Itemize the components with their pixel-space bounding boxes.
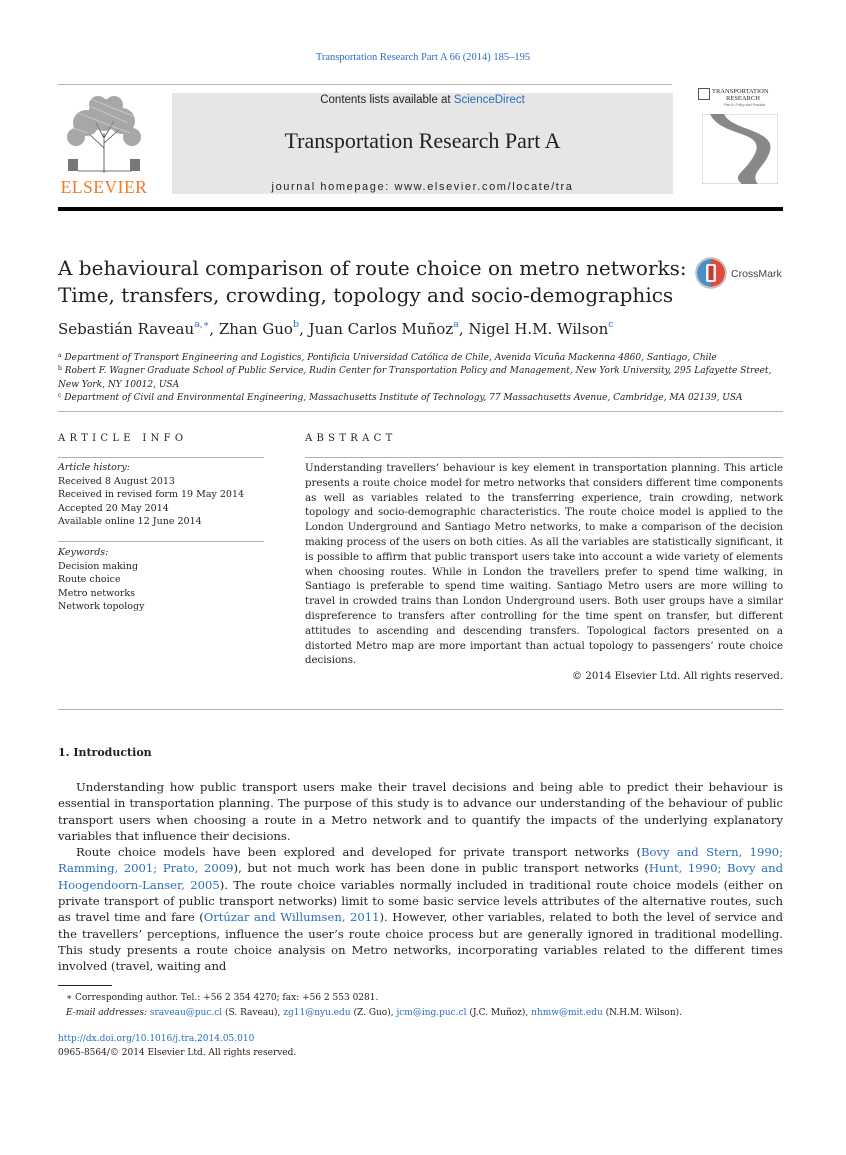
email-link[interactable]: zg11@nyu.edu [283,1008,351,1018]
reference-link[interactable]: Hunt, 1990; Bovy and Hoogendoorn-Lanser, 2005 [58,861,783,892]
keyword: Metro networks [58,587,136,599]
footnotes [66,991,783,1021]
history-item: Received in revised form 19 May 2014 [58,489,245,500]
email-link[interactable]: sraveau@puc.cl [149,1008,223,1018]
info-rule-1 [58,457,264,458]
journal-citation[interactable]: Transportation Research Part A 66 (2014) 185–195 [315,52,531,63]
author-4[interactable]: Nigel H.M. Wilson$^c$ [468,319,614,338]
affiliation-c: $^c$ Department of Civil and Environmental Engineering, Massachusetts Institute of Technology, 77 Massachusetts Avenue, Cambridge, MA 02139, USA [58,392,743,403]
keyword: Network topology [58,601,145,612]
abstract-text: Understanding travellers’ behaviour is key element in transportation planning. This article presents a route choice model for metro networks that considers different time components as well as variables related to the transferring experience, train crowding, network topology and socio-demographic characteristics. The route choice model is applied to the London Underground and Santiago Metro networks, to make a comparison of the decision making process of the users on both cities. As all the variables are statistically significant, it is possible to affirm that public transport users take into account a wide variety of elements when choosing routes. While in London the travellers prefer to spend time walking, in Santiago is preferable to spend time waiting. Santiago Metro users are more willing to travel in crowded trains than London Underground users. Both user groups have a similar dispreference to transfers after controlling for the time spent on transfer, but different attitudes to ascending and descending transfers. Topological factors presented on a distorted Metro map are more important than actual topology to passengers’ route choice decisions. [305,463,783,667]
homepage-prefix: journal homepage: [271,181,395,193]
affiliation-rule [58,411,783,412]
journal-homepage [172,181,673,193]
article-title [58,255,698,309]
publication-info [58,1032,783,1060]
homepage-url[interactable]: www.elsevier.com/locate/tra [394,181,574,193]
crossmark-button[interactable] [695,257,785,291]
article-info-heading: ARTICLE INFO [58,433,188,444]
title-line-2: Time, transfers, crowding, topology and socio-demographics [58,283,674,307]
cover-title-1: TRANSPORTATION [712,88,769,95]
email-link[interactable]: nhmw@mit.edu [531,1008,603,1018]
section-heading-introduction: 1. Introduction [58,746,152,759]
author-3[interactable]: Juan Carlos Muñoz$^a$ [308,319,459,338]
intro-paragraph-2: Route choice models have been explored and developed for private transport networks (Bovy and Stern, 1990; Ramming, 2001; Prato, 2009), but not much work has been done in public transport networks (Hunt, 1990; Bovy and Hoogendoorn-Lanser, 2005). The route choice variables normally included in traditional route choice models (either on private transport of public transport networks) limit to some basic service levels attributes of the alternative routes, such as travel time and fare (Ortúzar and Willumsen, 2011). However, other variables, related to both the level of service and the travellers’ perceptions, influence the user’s route choice process but are generally ignored in traditional modelling. This study presents a route choice analysis on Metro networks, incorporating variables related to the different times involved (travel, waiting and [58,845,783,974]
author-list: Sebastián Raveau$^{a,∗}$, Zhan Guo$^b$, Juan Carlos Muñoz$^a$, Nigel H.M. Wilson$^c$ [58,319,614,338]
history-item: Accepted 20 May 2014 [58,502,169,514]
issn-line: 0965-8564/© 2014 Elsevier Ltd. All rights reserved. [58,1048,297,1058]
contents-prefix: Contents lists available at [320,94,454,106]
intro-paragraph-1: Understanding how public transport users make their travel decisions and being able to predict their behaviour is essential in transportation planning. The purpose of this study is to advance our understanding of the behaviour of public transport users when choosing a route in a Metro network and to quantify the impacts of the underlying explanatory variables that influence their decisions. [58,780,783,843]
history-item: Received 8 August 2013 [58,475,175,487]
contents-line [172,94,673,106]
keyword: Decision making [58,560,139,572]
abstract-rule [305,457,783,458]
cover-logo-icon [698,88,710,100]
reference-link[interactable]: Bovy and Stern, 1990; Ramming, 2001; Prato, 2009 [58,845,783,876]
history-item: Available online 12 June 2014 [58,516,202,527]
title-line-1: A behavioural comparison of route choice on metro networks: [58,256,687,280]
reference-link[interactable]: Ortúzar and Willumsen, 2011 [203,910,380,925]
elsevier-tree-logo [58,93,150,175]
keyword: Route choice [58,574,121,585]
abstract-bottom-rule [58,709,783,710]
crossmark-icon [695,257,727,289]
cover-title-2: RESEARCH [726,95,760,102]
doi-link[interactable]: http://dx.doi.org/10.1016/j.tra.2014.05.010 [58,1034,255,1044]
cover-subtitle: Part A: Policy and Practice [724,103,766,107]
email-link[interactable]: jcm@ing.puc.cl [396,1008,467,1018]
crossmark-label: CrossMark [731,268,782,280]
info-rule-2 [58,541,264,542]
intro-body [58,779,783,975]
elsevier-wordmark: ELSEVIER [60,177,148,197]
affiliation-a: $^a$ Department of Transport Engineering and Logistics, Pontificia Universidad Católica de Chile, Avenida Vicuña Mackenna 4860, Santiago, Chile [58,352,717,363]
affiliation-b: $^b$ Robert F. Wagner Graduate School of Public Service, Rudin Center for Transportation Policy and Management, New York University, 295 Lafayette Street, New York, NY 10012, USA [58,365,772,390]
footnote-rule [58,985,112,986]
sciencedirect-link[interactable]: ScienceDirect [453,94,525,106]
author-2[interactable]: Zhan Guo$^b$ [218,319,300,338]
header-rule [58,84,672,85]
keywords: Keywords: Decision making Route choice Metro networks Network topology [58,546,268,614]
journal-cover [698,88,782,188]
email-addresses: E-mail addresses: sraveau@puc.cl (S. Raveau), zg11@nyu.edu (Z. Guo), jcm@ing.puc.cl (J.C. Muñoz), nhmw@mit.edu (N.H.M. Wilson). [66,1008,682,1018]
article-history: Article history: Received 8 August 2013 Received in revised form 19 May 2014 Accepted 20 May 2014 Available online 12 June 2014 [58,461,268,529]
abstract-heading: ABSTRACT [305,433,397,444]
cover-road-image [702,114,778,184]
abstract-copyright: © 2014 Elsevier Ltd. All rights reserved. [571,671,783,682]
corresponding-author-note: ∗ Corresponding author. Tel.: +56 2 354 4270; fax: +56 2 553 0281. [66,993,379,1003]
header-thick-rule [58,207,783,211]
journal-title: Transportation Research Part A [284,128,561,153]
author-1[interactable]: Sebastián Raveau$^{a,∗}$ [58,319,210,338]
